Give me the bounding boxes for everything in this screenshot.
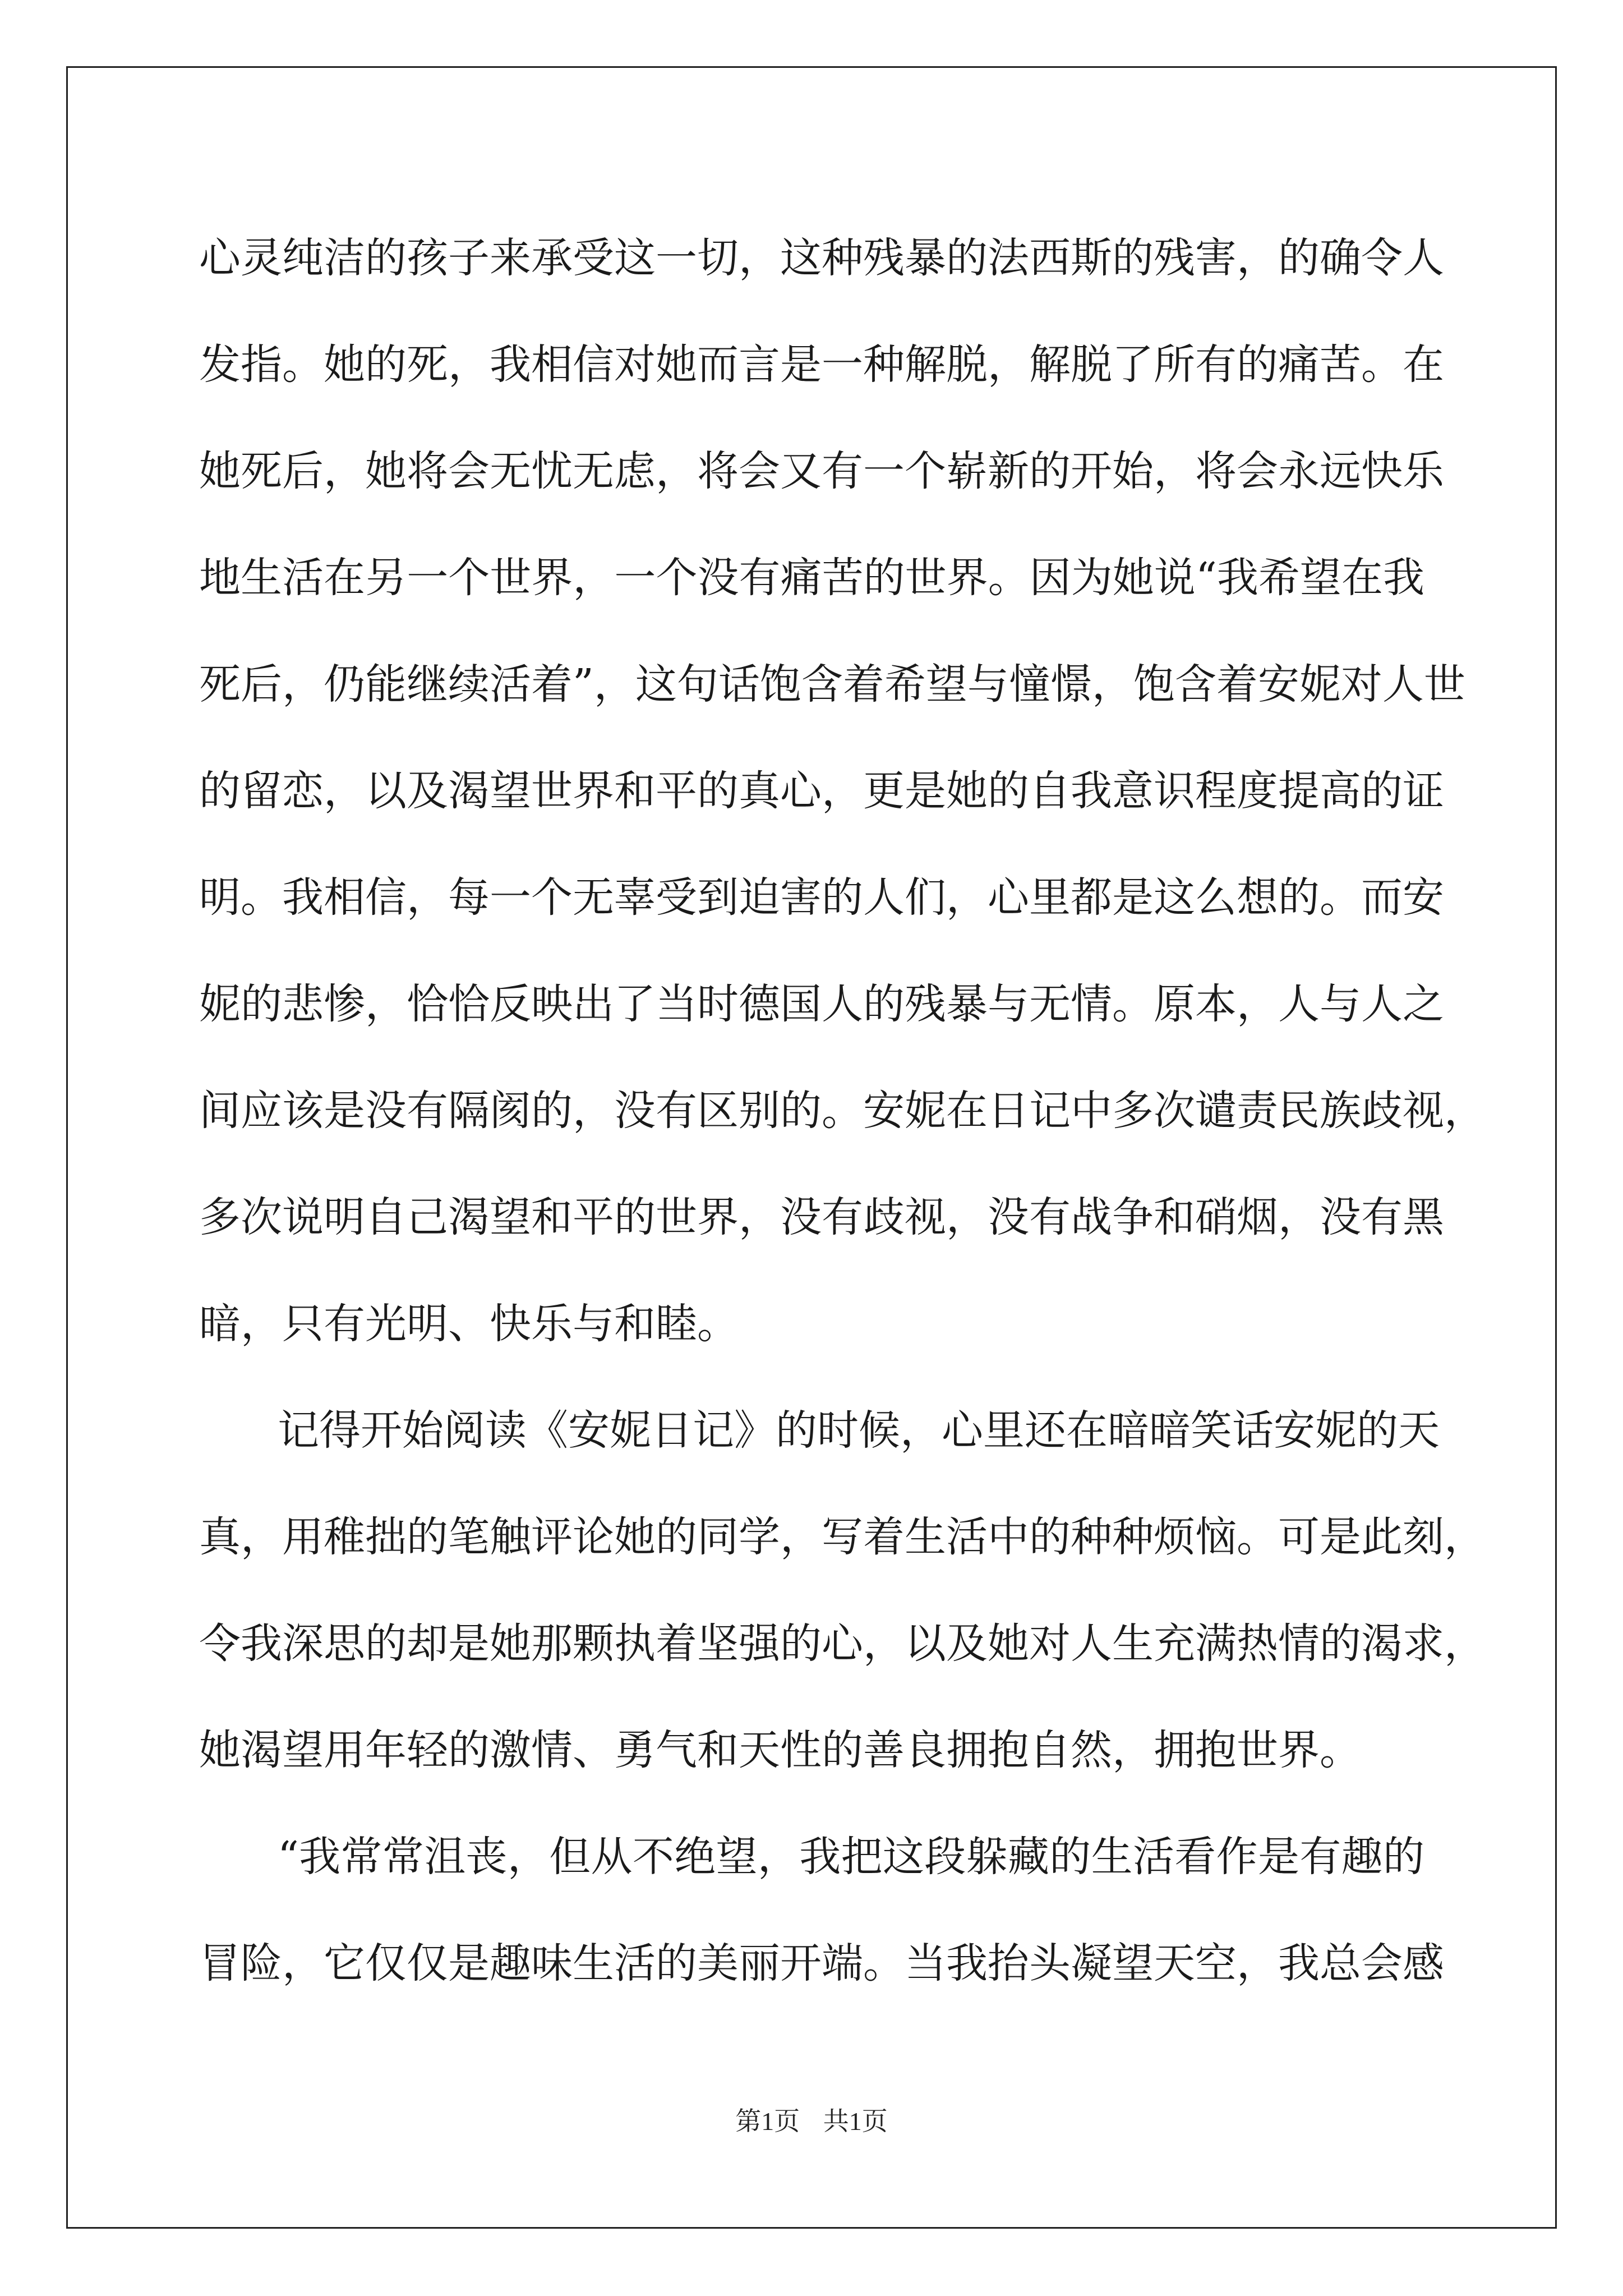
text-line: 间应该是没有隔阂的，没有区别的。安妮在日记中多次谴责民族歧视，: [199, 1087, 1486, 1135]
text-line: 她渴望用年轻的激情、勇气和天性的善良拥抱自然，拥抱世界。: [199, 1726, 1361, 1774]
text-line: 发指。她的死，我相信对她而言是一种解脱，解脱了所有的痛苦。在: [199, 341, 1444, 389]
text-line: 真，用稚拙的笔触评论她的同学，写着生活中的种种烦恼。可是此刻，: [199, 1513, 1486, 1561]
text-line: 明。我相信，每一个无辜受到迫害的人们，心里都是这么想的。而安: [199, 873, 1444, 922]
text-line: 暗，只有光明、快乐与和睦。: [199, 1300, 739, 1348]
text-line: 冒险，它仅仅是趣味生活的美丽开端。当我抬头凝望天空，我总会感: [199, 1939, 1444, 1987]
text-line: 死后，仍能继续活着”，这句话饱含着希望与憧憬，饱含着安妮对人世: [199, 660, 1465, 708]
document-body: [199, 205, 1486, 2017]
text-line: 心灵纯洁的孩子来承受这一切，这种残暴的法西斯的残害，的确令人: [199, 234, 1444, 282]
text-line: 令我深思的却是她那颗执着坚强的心，以及她对人生充满热情的渴求，: [199, 1619, 1486, 1668]
text-line: 多次说明自己渴望和平的世界，没有歧视，没有战争和硝烟，没有黑: [199, 1193, 1444, 1241]
page-number-footer: 第1页 共1页: [735, 2107, 888, 2136]
text-line: 她死后，她将会无忧无虑，将会又有一个崭新的开始，将会永远快乐: [199, 447, 1444, 495]
text-line: 的留恋，以及渴望世界和平的真心，更是她的自我意识程度提高的证: [199, 767, 1444, 815]
text-line: 妮的悲惨，恰恰反映出了当时德国人的残暴与无情。原本，人与人之: [199, 980, 1444, 1028]
text-line: 记得开始阅读《安妮日记》的时候，心里还在暗暗笑话安妮的天: [278, 1406, 1440, 1455]
text-line: 地生活在另一个世界，一个没有痛苦的世界。因为她说“我希望在我: [199, 554, 1424, 602]
text-line: “我常常沮丧，但从不绝望，我把这段躲藏的生活看作是有趣的: [278, 1833, 1424, 1881]
